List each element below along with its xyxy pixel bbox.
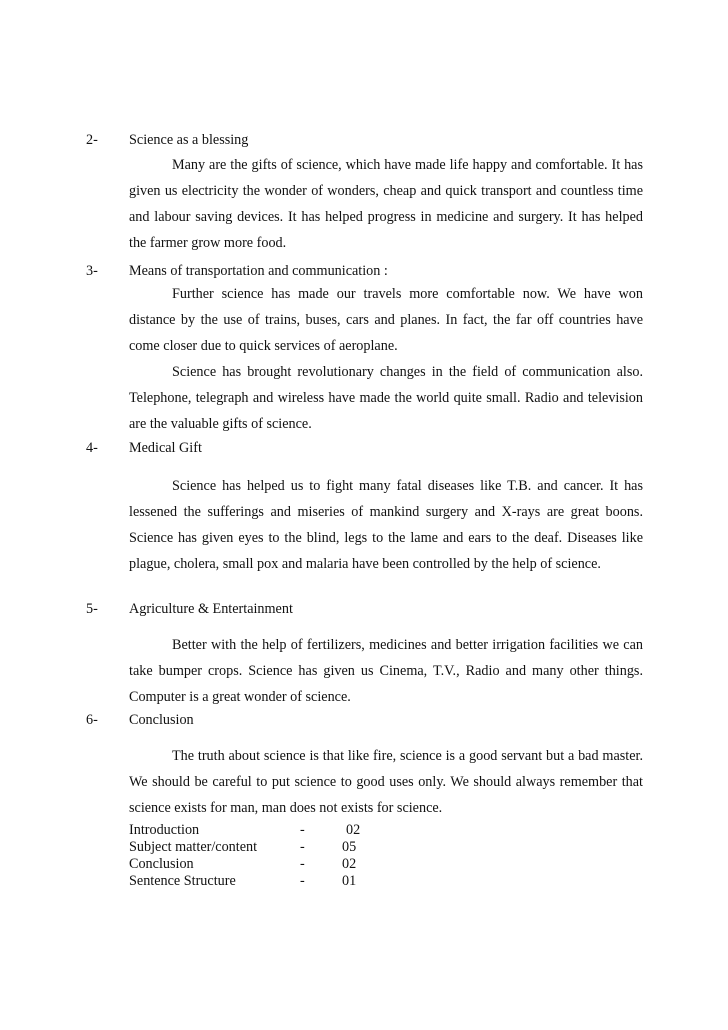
marks-row (129, 839, 429, 856)
marks-label: Subject matter/content (129, 839, 258, 855)
section-paragraph: Many are the gifts of science, which have made life happy and comfortable. It has given us electricity the wonder of wonders, cheap and quick transport and countless time and labour saving devices. It has helped progress in medicine and surgery. It has helped the farmer grow more food. (129, 157, 643, 251)
section-number: 5- (86, 601, 98, 617)
section-paragraph: The truth about science is that like fire, science is a good servant but a bad master. We should be careful to put science to good uses only. We should always remember that science exists for man, man does not exists for science. (129, 748, 643, 816)
marks-dash: - (300, 839, 305, 855)
section-heading: Science as a blessing (129, 132, 249, 148)
marks-value: 02 (342, 856, 357, 872)
marks-row (129, 856, 429, 873)
section-heading: Agriculture & Entertainment (129, 601, 293, 617)
marks-row (129, 822, 429, 839)
marks-dash: - (300, 822, 305, 838)
marks-value: 05 (342, 839, 357, 855)
marks-table (129, 822, 429, 890)
section-paragraph: Better with the help of fertilizers, medicines and better irrigation facilities we can take bumper crops. Science has given us Cinema, T.V., Radio and many other things. Computer is a great wonder of science. (129, 637, 643, 705)
section-paragraph: Science has brought revolutionary changes in the field of communication also. Telephone, telegraph and wireless have made the world quite small. Radio and television are the valuable gifts of science. (129, 364, 643, 432)
marks-dash: - (300, 873, 305, 889)
section-number: 4- (86, 440, 98, 456)
section-heading: Medical Gift (129, 440, 202, 456)
section-number: 2- (86, 132, 98, 148)
marks-row (129, 873, 429, 890)
section-heading: Means of transportation and communication : (129, 263, 388, 279)
marks-label: Sentence Structure (129, 873, 236, 889)
section-paragraph: Further science has made our travels more comfortable now. We have won distance by the use of trains, buses, cars and planes. In fact, the far off countries have come closer due to quick services of aeroplane. (129, 286, 643, 354)
marks-label: Introduction (129, 822, 200, 838)
marks-dash: - (300, 856, 305, 872)
marks-label: Conclusion (129, 856, 194, 872)
section-number: 6- (86, 712, 98, 728)
section-paragraph: Science has helped us to fight many fatal diseases like T.B. and cancer. It has lessened the sufferings and miseries of mankind surgery and X-rays are great boons. Science has given eyes to the blind, legs to the lame and ears to the deaf. Diseases like plague, cholera, small pox and malaria have been controlled by the help of science. (129, 478, 643, 572)
section-heading: Conclusion (129, 712, 194, 728)
section-number: 3- (86, 263, 98, 279)
marks-value: 02 (346, 822, 361, 838)
marks-value: 01 (342, 873, 357, 889)
